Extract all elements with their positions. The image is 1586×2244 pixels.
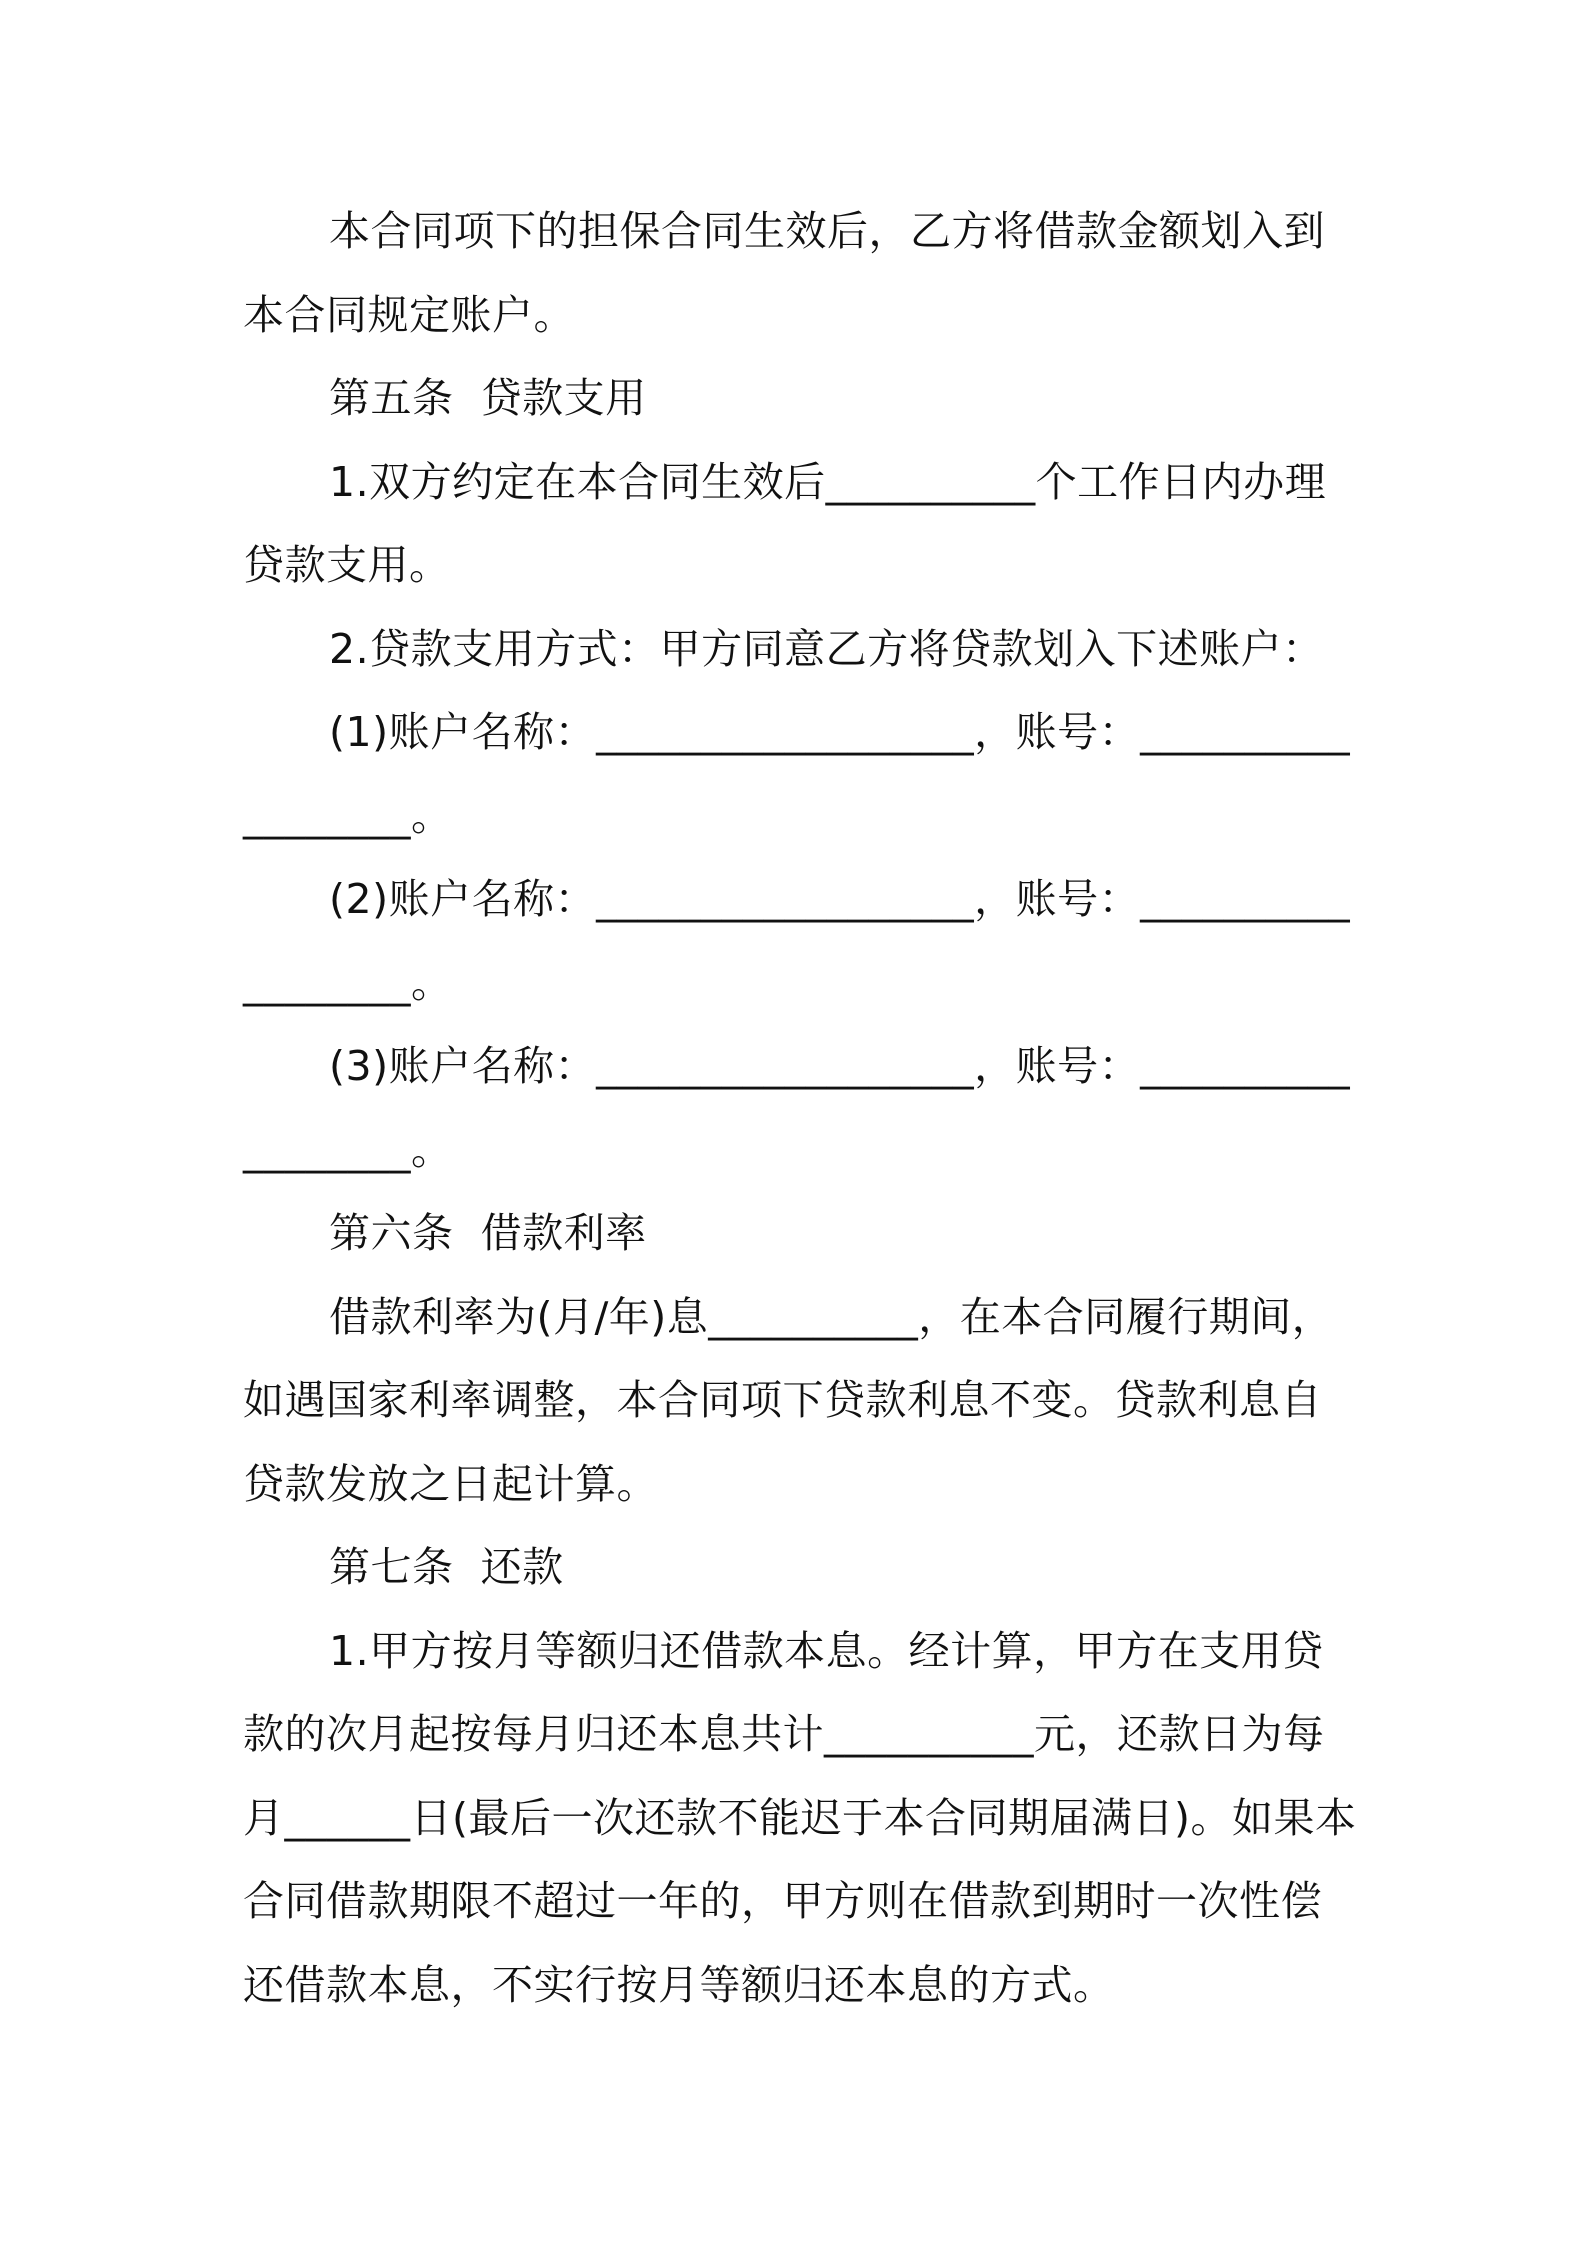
account-line-2: (2)账户名称：__________________，账号：__________________。 bbox=[243, 875, 1351, 1007]
article-7-heading: 第七条 还款 bbox=[329, 1543, 564, 1591]
article-7-clause-1: 1.甲方按月等额归还借款本息。经计算，甲方在支用贷款的次月起按每月归还本息共计__________元，还款日为每月______日(最后一次还款不能迟于本合同期届满日)。如果本合同借款期限不超过一年的，甲方则在借款到期时一次性偿还借款本息，不实行按月等额归还本息的方式。 bbox=[243, 1626, 1357, 2009]
article-5-clause-2: 2.贷款支用方式：甲方同意乙方将贷款划入下述账户： bbox=[329, 624, 1324, 673]
article-6-body: 借款利率为(月/年)息__________，在本合同履行期间，如遇国家利率调整，本合同项下贷款利息不变。贷款利息自贷款发放之日起计算。 bbox=[243, 1292, 1334, 1508]
article-5-clause-1: 1.双方约定在本合同生效后__________个工作日内办理贷款支用。 bbox=[243, 457, 1327, 589]
account-line-1: (1)账户名称：__________________，账号：__________________。 bbox=[243, 708, 1351, 840]
article-5-heading: 第五条 贷款支用 bbox=[329, 374, 647, 422]
article-6-heading: 第六条 借款利率 bbox=[329, 1209, 647, 1257]
paragraph-guarantee-effect: 本合同项下的担保合同生效后，乙方将借款金额划入到本合同规定账户。 bbox=[243, 207, 1325, 339]
document-body bbox=[243, 190, 1361, 2027]
account-line-3: (3)账户名称：__________________，账号：__________________。 bbox=[243, 1042, 1351, 1174]
